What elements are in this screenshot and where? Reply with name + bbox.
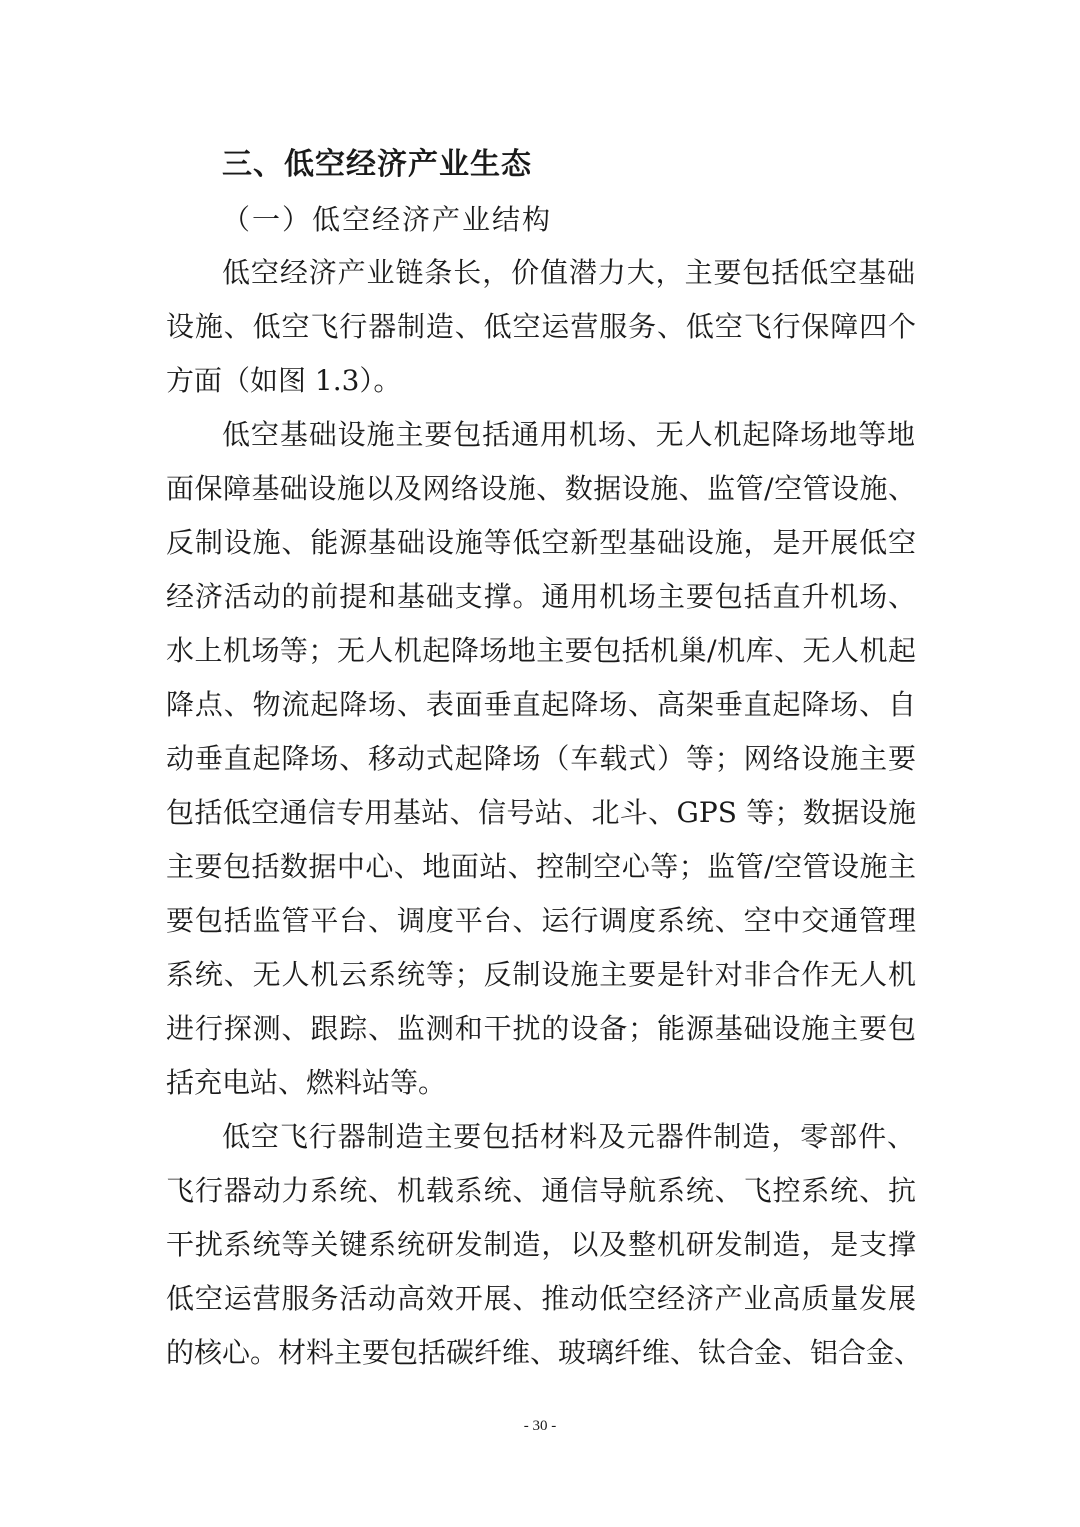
paragraph-2-line-7: 动垂直起降场、移动式起降场（车载式）等；网络设施主要 <box>166 742 916 775</box>
paragraph-2-line-8: 包括低空通信专用基站、信号站、北斗、GPS 等；数据设施 <box>166 796 916 829</box>
paragraph-2-line-13: 括充电站、燃料站等。 <box>166 1066 447 1099</box>
paragraph-2-line-3: 反制设施、能源基础设施等低空新型基础设施，是开展低空 <box>166 526 916 559</box>
page-number: - 30 - <box>523 1418 557 1434</box>
subsection-heading: （一）低空经济产业结构 <box>222 203 553 236</box>
paragraph-3-line-3: 干扰系统等关键系统研发制造，以及整机研发制造，是支撑 <box>166 1228 916 1261</box>
section-heading: 三、低空经济产业生态 <box>222 147 532 182</box>
paragraph-2-line-6: 降点、物流起降场、表面垂直起降场、高架垂直起降场、自 <box>166 688 916 721</box>
paragraph-2-line-10: 要包括监管平台、调度平台、运行调度系统、空中交通管理 <box>166 904 916 937</box>
paragraph-2-line-1: 低空基础设施主要包括通用机场、无人机起降场地等地 <box>222 418 915 451</box>
paragraph-1-line-3: 方面（如图 1.3）。 <box>166 364 402 397</box>
paragraph-2-line-11: 系统、无人机云系统等；反制设施主要是针对非合作无人机 <box>166 958 916 991</box>
paragraph-2-line-9: 主要包括数据中心、地面站、控制空心等；监管/空管设施主 <box>166 850 916 883</box>
paragraph-2-line-4: 经济活动的前提和基础支撑。通用机场主要包括直升机场、 <box>166 580 916 613</box>
paragraph-1-line-1: 低空经济产业链条长，价值潜力大，主要包括低空基础 <box>222 256 915 289</box>
paragraph-1-line-2: 设施、低空飞行器制造、低空运营服务、低空飞行保障四个 <box>166 310 916 343</box>
paragraph-2-line-12: 进行探测、跟踪、监测和干扰的设备；能源基础设施主要包 <box>166 1012 916 1045</box>
paragraph-2-line-5: 水上机场等；无人机起降场地主要包括机巢/机库、无人机起 <box>166 634 916 667</box>
paragraph-3-line-4: 低空运营服务活动高效开展、推动低空经济产业高质量发展 <box>166 1282 916 1315</box>
paragraph-3-line-1: 低空飞行器制造主要包括材料及元器件制造，零部件、 <box>222 1120 915 1153</box>
paragraph-3-line-5: 的核心。材料主要包括碳纤维、玻璃纤维、钛合金、铝合金、 <box>166 1336 923 1369</box>
paragraph-2-line-2: 面保障基础设施以及网络设施、数据设施、监管/空管设施、 <box>166 472 916 505</box>
paragraph-3-line-2: 飞行器动力系统、机载系统、通信导航系统、飞控系统、抗 <box>166 1174 916 1207</box>
